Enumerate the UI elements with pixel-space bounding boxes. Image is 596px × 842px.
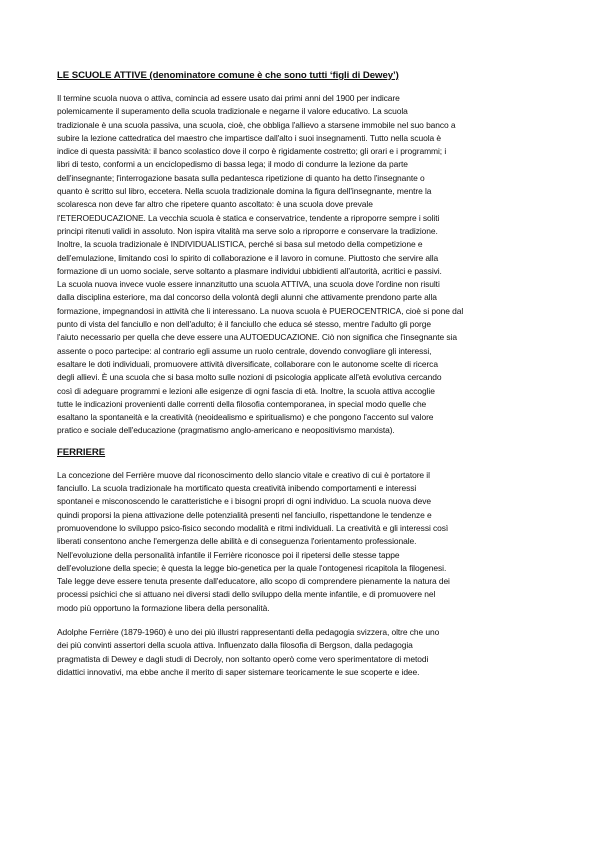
text-line: Tale legge deve essere tenuta presente dall'educatore, allo scopo di comprendere pienamente la natura dei bbox=[57, 576, 450, 587]
text-line: quanto è scritto sul libro, eccetera. Nella scuola tradizionale domina la figura dell'insegnante, mentre la bbox=[57, 186, 432, 197]
text-line: punto di vista del fanciullo e non dell'adulto; è il fanciullo che educa sé stesso, mentre l'adulto gli porge bbox=[57, 319, 431, 330]
text-line: tradizionale è una scuola passiva, una scuola, cioè, che obbliga l'allievo a starsene immobile nel suo banco a bbox=[57, 119, 456, 130]
text-line: esaltare le doti individuali, promuovere attività diversificate, collaborare con le autonome scelte di ricerca bbox=[57, 358, 438, 369]
text-line: indice di questa passività: il banco scolastico dove il corpo è rigidamente costretto; gli orari e i programmi; i bbox=[57, 146, 447, 157]
paragraph-ferriere-biografia bbox=[57, 626, 541, 679]
text-line: degli allievi. È una scuola che si basa molto sulle nozioni di psicologia applicate all'età evolutiva cercando bbox=[57, 372, 442, 383]
text-line: fanciullo. La scuola tradizionale ha mortificato questa creatività inibendo comportamenti e interessi bbox=[57, 483, 417, 494]
text-line: tutte le indicazioni provenienti dalle correnti della filosofia contemporanea, in special modo quelle che bbox=[57, 398, 427, 409]
section-heading-scuole-attive: LE SCUOLE ATTIVE (denominatore comune è che sono tutti ‘figli di Dewey’) bbox=[57, 70, 399, 81]
text-line: dei più convinti assertori della scuola attiva. Influenzato dalla filosofia di Bergson, dalla pedagogia bbox=[57, 640, 413, 651]
text-line: Adolphe Ferrière (1879-1960) è uno dei più illustri rappresentanti della pedagogia svizzera, oltre che uno bbox=[57, 626, 440, 637]
text-line: principi ritenuti validi in assoluto. Non ispira vitalità ma serve solo a riproporre e conservare la tradizione. bbox=[57, 225, 438, 236]
text-line: pratico e sociale dell'educazione (pragmatismo anglo-americano e neopositivismo marxista). bbox=[57, 425, 395, 436]
text-line: liberati consentono anche l'emergenza delle abilità e di conseguenza l'orientamento professionale. bbox=[57, 536, 417, 547]
text-line: formazione, impegnandosi in attività che li interessano. La nuova scuola è PUEROCENTRICA, cioè si pone dal bbox=[57, 305, 464, 316]
text-line: dell'insegnante; l'interrogazione basata sulla pedantesca ripetizione di quanto ha detto l'insegnante o bbox=[57, 172, 425, 183]
paragraph-scuole-attive bbox=[57, 92, 541, 438]
text-line: Il termine scuola nuova o attiva, comincia ad essere usato dai primi anni del 1900 per indicare bbox=[57, 93, 400, 103]
text-line: formazione di un uomo sociale, serve soltanto a plasmare individui ubbidienti all'autorità, acritici e passivi. bbox=[57, 265, 442, 276]
text-line: didattici innovativi, ma ebbe anche il merito di saper sistemare teoricamente le sue scoperte e idee. bbox=[57, 666, 420, 677]
text-line: libri di testo, conformi a un enciclopedismo di bassa lega; il modo di condurre la lezione da parte bbox=[57, 159, 408, 170]
text-line: Nell'evoluzione della personalità infantile il Ferrière riconosce poi il ripetersi delle stesse tappe bbox=[57, 549, 400, 560]
text-line: l'ETEROEDUCAZIONE. La vecchia scuola è statica e conservatrice, tendente a riproporre sempre i soliti bbox=[57, 212, 440, 223]
text-line: polemicamente il superamento della scuola tradizionale e negarne il valore educativo. La scuola bbox=[57, 106, 408, 117]
text-line: l'aiuto necessario per quella che deve essere una AUTOEDUCAZIONE. Ciò non significa che l'insegnante sia bbox=[57, 332, 457, 343]
text-line: La scuola nuova invece vuole essere innanzitutto una scuola ATTIVA, una scuola dove l'ordine non risulti bbox=[57, 279, 440, 290]
paragraph-ferriere-concezione bbox=[57, 469, 541, 615]
section-heading-ferriere: FERRIERE bbox=[57, 446, 106, 458]
text-line: così di adeguare programmi e lezioni alle esigenze di ogni fascia di età. Inoltre, la scuola attiva accoglie bbox=[57, 385, 435, 396]
text-line: spontanei e misconoscendo le caratteristiche e i bisogni propri di ogni individuo. La scuola nuova deve bbox=[57, 496, 432, 507]
text-line: assente o poco partecipe: al contrario egli assume un ruolo centrale, dovendo convogliare gli interessi, bbox=[57, 345, 432, 356]
text-line: promuovendone lo sviluppo psico-fisico secondo modalità e ritmi individuali. La creatività e gli interessi così bbox=[57, 522, 449, 533]
text-line: dell'evoluzione della specie; è questa la legge bio-genetica per la quale l'ontogenesi ricapitola la filogenesi. bbox=[57, 562, 447, 573]
text-line: Inoltre, la scuola tradizionale è INDIVIDUALISTICA, perché si basa sul metodo della competizione e bbox=[57, 239, 423, 250]
text-line: modo più opportuno la formazione libera della personalità. bbox=[57, 602, 270, 613]
text-line: La concezione del Ferrière muove dal riconoscimento dello slancio vitale e creativo di cui è portatore il bbox=[57, 469, 430, 480]
text-line: processi psichici che si attuano nei diversi stadi dello sviluppo della mente infantile, e di promuovere nel bbox=[57, 589, 436, 600]
text-line: subire la lezione cattedratica del maestro che impartisce dall'alto i suoi insegnamenti. Tutto nella scuola è bbox=[57, 132, 442, 143]
text-line: esaltano la spontaneità e la creatività (neoidealismo e spiritualismo) e che pongono l'accento sul valore bbox=[57, 412, 434, 423]
document-page bbox=[57, 70, 541, 679]
text-line: pragmatista di Dewey e dagli studi di Decroly, non soltanto operò come vero sperimentatore di metodi bbox=[57, 653, 429, 664]
text-line: dalla disciplina esteriore, ma dal concorso della volontà degli alunni che attivamente prendono parte alla bbox=[57, 292, 437, 303]
text-line: dell'emulazione, limitando così lo spirito di collaborazione e il lavoro in comune. Piuttosto che servire alla bbox=[57, 252, 439, 263]
text-line: scolaresca non deve far altro che ripetere quanto ascoltato: è una scuola dove prevale bbox=[57, 199, 373, 210]
text-line: quindi proporsi la piena attivazione delle potenzialità presenti nel fanciullo, rispettandone le tendenze e bbox=[57, 509, 432, 520]
